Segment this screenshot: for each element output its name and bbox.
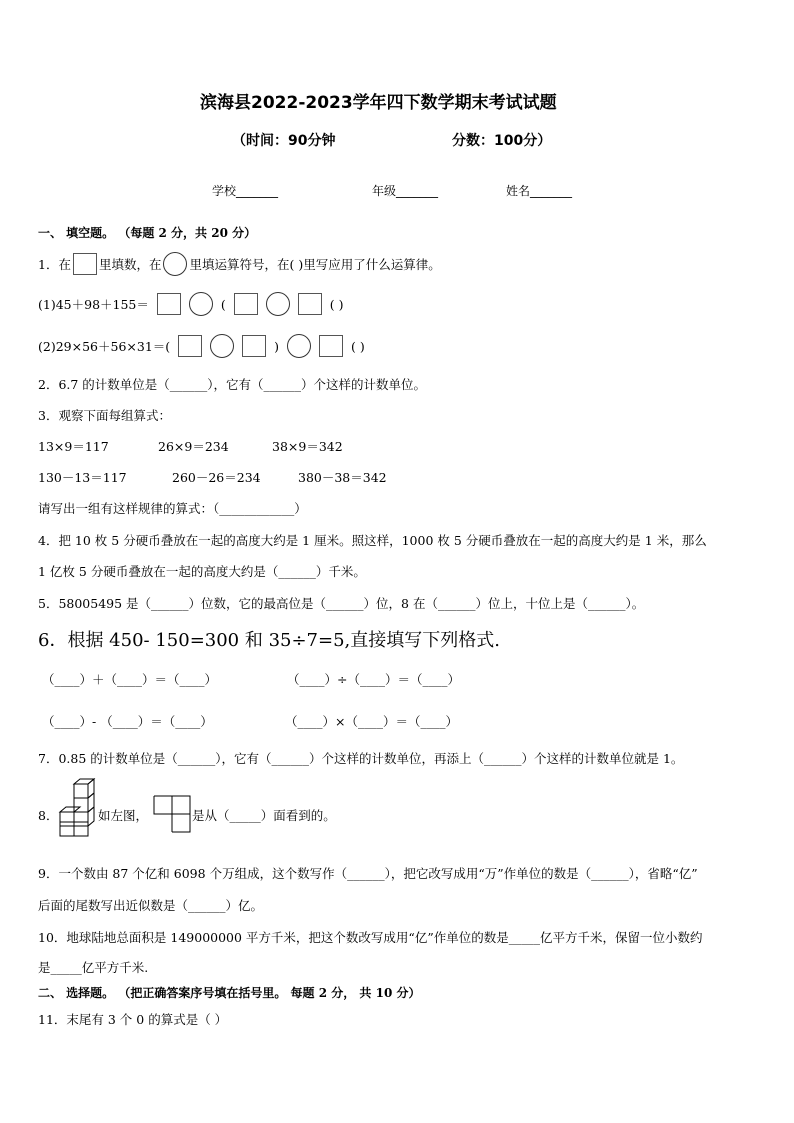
circle-symbol <box>163 252 187 276</box>
question-7: 7．0.85 的计数单位是（______），它有（______）个这样的计数单位，再添上（______）个这样的计数单位就是 1。 <box>38 751 684 766</box>
operator-circle[interactable] <box>189 292 213 316</box>
section-2-heading: 二、 选择题。 （把正确答案序号填在括号里。 每题 2 分， 共 10 分） <box>38 986 421 1000</box>
answer-box[interactable] <box>157 293 181 315</box>
question-6: 6．根据 450- 150=300 和 35÷7=5,直接填写下列格式. <box>38 630 500 651</box>
question-6-blank-c[interactable]: （____）- （____）＝（____） <box>42 714 213 729</box>
answer-box[interactable] <box>234 293 258 315</box>
question-10-line-1: 10．地球陆地总面积是 149000000 平方千米，把这个数改写成用“亿”作单位的数是_____亿平方千米，保留一位小数约 <box>38 930 703 945</box>
equation: 380－38＝342 <box>298 470 387 485</box>
cube-stack-figure <box>56 778 100 838</box>
operator-circle[interactable] <box>287 334 311 358</box>
equation: 38×9＝342 <box>272 439 343 454</box>
grade-field: 年级_______ <box>372 184 439 198</box>
question-9-line-2: 后面的尾数写出近似数是（______）亿。 <box>38 898 264 913</box>
question-11: 11．末尾有 3 个 0 的算式是（ ） <box>38 1012 228 1027</box>
equation: 26×9＝234 <box>158 439 229 454</box>
law-blank[interactable]: ( ) <box>329 296 344 312</box>
question-4-line-2: 1 亿枚 5 分硬币叠放在一起的高度大约是（______）千米。 <box>38 564 366 579</box>
name-field: 姓名_______ <box>506 184 573 198</box>
question-1-line-1: (1)45＋98＋155＝ ( ( ) <box>38 292 344 316</box>
question-6-blank-b[interactable]: （____）÷（____）＝（____） <box>287 672 460 687</box>
equation: 130－13＝117 <box>38 470 127 485</box>
question-8-text-b: 是从（_____）面看到的。 <box>192 808 336 823</box>
question-6-blank-a[interactable]: （____）＋（____）＝（____） <box>42 672 218 687</box>
box-symbol <box>73 253 97 275</box>
total-score: 分数：100分） <box>452 133 552 149</box>
question-5: 5．58005495 是（______）位数，它的最高位是（______）位，8 在（______）位上，十位上是（______）。 <box>38 596 645 611</box>
question-1-line-2: (2)29×56＋56×31＝( ) ( ) <box>38 334 365 358</box>
school-field: 学校_______ <box>212 184 279 198</box>
view-grid-figure <box>152 794 192 834</box>
time-limit: （时间：90分钟 <box>232 133 336 149</box>
question-10-line-2: 是_____亿平方千米. <box>38 960 149 975</box>
law-blank[interactable]: ( ) <box>351 338 365 354</box>
question-1: 1．在 里填数，在 里填运算符号，在( )里写应用了什么运算律。 <box>38 252 441 276</box>
operator-circle[interactable] <box>210 334 234 358</box>
question-3: 3．观察下面每组算式： <box>38 408 171 423</box>
operator-circle[interactable] <box>266 292 290 316</box>
question-6-blank-d[interactable]: （____）×（____）＝（____） <box>285 714 458 729</box>
question-2: 2．6.7 的计数单位是（______），它有（______）个这样的计数单位。 <box>38 377 427 392</box>
page-title: 滨海县2022-2023学年四下数学期末考试试题 <box>200 93 557 113</box>
question-8-text-a: 如左图， <box>98 808 149 823</box>
equation: 260－26＝234 <box>172 470 261 485</box>
question-3-ask: 请写出一组有这样规律的算式：（____________） <box>38 501 307 516</box>
answer-box[interactable] <box>298 293 322 315</box>
question-9-line-1: 9．一个数由 87 个亿和 6098 个万组成，这个数写作（______），把它改写成用“万”作单位的数是（______），省略“亿” <box>38 866 698 881</box>
answer-box[interactable] <box>319 335 343 357</box>
section-1-heading: 一、 填空题。 （每题 2 分，共 20 分） <box>38 226 257 240</box>
equation: 13×9＝117 <box>38 439 109 454</box>
question-4-line-1: 4．把 10 枚 5 分硬币叠放在一起的高度大约是 1 厘米。照这样，1000 枚 5 分硬币叠放在一起的高度大约是 1 米，那么 <box>38 533 707 548</box>
answer-box[interactable] <box>242 335 266 357</box>
answer-box[interactable] <box>178 335 202 357</box>
question-8-number: 8． <box>38 808 59 823</box>
